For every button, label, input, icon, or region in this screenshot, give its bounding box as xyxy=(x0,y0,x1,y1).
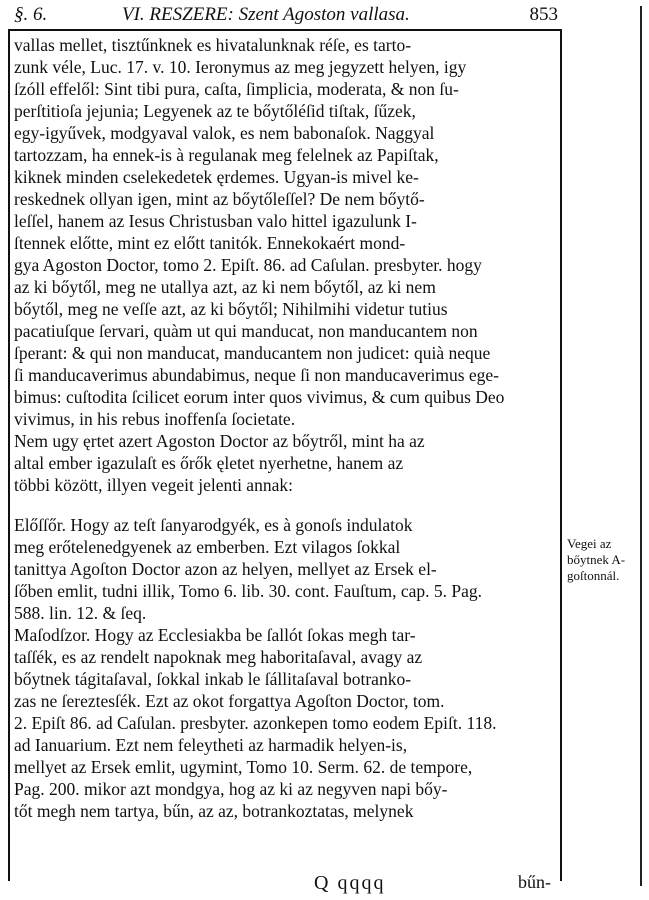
left-frame-rule xyxy=(8,29,10,881)
text-line: vivimus, in his rebus inoffenſa ſocietate. xyxy=(14,409,296,429)
text-line: Nem ugy ęrtet azert Agoston Doctor az bőytről, mint ha az xyxy=(14,431,425,451)
text-line: tőt megh nem tartya, bűn, az az, botrankoztatas, melynek xyxy=(14,801,414,821)
body-text xyxy=(14,34,559,822)
running-title-part: VI. RESZERE: xyxy=(122,4,234,25)
text-line: kiknek minden cselekedetek ęrdemes. Ugyan-is mivel ke- xyxy=(14,167,419,187)
margin-note-line: goſtonnál. xyxy=(567,568,620,583)
text-line: egy-igyűvek, modgyaval valok, es nem babonaſok. Naggyal xyxy=(14,123,435,143)
margin-note xyxy=(567,536,637,584)
text-line: gya Agoston Doctor, tomo 2. Epiſt. 86. ad Caſulan. presbyter. hogy xyxy=(14,255,482,275)
text-line: ſőben emlit, tudni illik, Tomo 6. lib. 30. cont. Fauſtum, cap. 5. Pag. xyxy=(14,581,483,601)
text-line: 588. lin. 12. & ſeq. xyxy=(14,603,147,623)
text-line: tartozzam, ha ennek-is à regulanak meg felelnek az Papiſtak, xyxy=(14,145,439,165)
text-line: az ki bőytől, meg ne utallya azt, az ki nem bőytől, az ki nem xyxy=(14,277,436,297)
signature-mark: Q qqqq xyxy=(314,872,386,894)
text-line: ſi manducaverimus abundabimus, neque ſi non manducaverimus ege- xyxy=(14,365,500,385)
text-line: ſtennek előtte, mint ez előtt tanitók. Ennekokaért mond- xyxy=(14,233,406,253)
text-line: ſzóll effelől: Sint tibi pura, caſta, ſimplicia, moderata, & non ſu- xyxy=(14,79,459,99)
header-rule xyxy=(10,29,562,31)
page-number: 853 xyxy=(529,4,558,25)
running-title xyxy=(122,4,410,26)
text-line: mellyet az Ersek emlit, ugymint, Tomo 10. Serm. 62. de tempore, xyxy=(14,757,473,777)
text-line: zas ne ſereztesſék. Ezt az okot forgattya Agoſton Doctor, tom. xyxy=(14,691,445,711)
page-footer xyxy=(14,872,559,898)
text-line: többi között, illyen vegeit jelenti annak: xyxy=(14,475,293,495)
text-line: leſſel, hanem az Iesus Christusban valo hittel igazulunk I- xyxy=(14,211,417,231)
text-line: 2. Epiſt 86. ad Caſulan. presbyter. azonkepen tomo eodem Epiſt. 118. xyxy=(14,713,497,733)
text-line: perſtitioſa jejunia; Legyenek az te bőytőléſid tiſtak, ſűzek, xyxy=(14,101,416,121)
margin-note-line: Vegei az xyxy=(567,536,612,551)
text-line: Előſſőr. Hogy az teſt ſanyarodgyék, es à gonoſs indulatok xyxy=(14,515,413,535)
text-line: bőytől, meg ne veſſe azt, az ki bőytől; Nihilmihi videtur tutius xyxy=(14,299,448,319)
text-line: altal ember igazulaſt es őrők ęletet nyerhetne, hanem az xyxy=(14,453,404,473)
text-line: taſſék, es az rendelt napoknak meg haboritaſaval, avagy az xyxy=(14,647,423,667)
text-line xyxy=(14,496,559,514)
running-header xyxy=(10,4,558,26)
text-line: meg erőtelenedgyenek az emberben. Ezt vilagos ſokkal xyxy=(14,537,401,557)
margin-note-line: bőytnek A- xyxy=(567,552,626,567)
text-line: reskednek ollyan igen, mint az bőytőleſſel? De nem bőytő- xyxy=(14,189,425,209)
section-mark: §. 6. xyxy=(14,4,48,25)
text-line: bimus: cuſtodita ſcilicet eorum inter quos vivimus, & cum quibus Deo xyxy=(14,387,505,407)
text-line: vallas mellet, tisztűnknek es hivatalunknak réſe, es tarto- xyxy=(14,35,412,55)
text-line: ſperant: & qui non manducat, manducantem non judicet: quià neque xyxy=(14,343,491,363)
text-line: bőytnek tágitaſaval, ſokkal inkab le ſállitaſaval botranko- xyxy=(14,669,412,689)
text-line: Maſodſzor. Hogy az Ecclesiakba be ſallót ſokas megh tar- xyxy=(14,625,416,645)
text-line: pacatiuſque ſervari, quàm ut qui manducat, non manducantem non xyxy=(14,321,478,341)
text-line: tanittya Agoſton Doctor azon az helyen, mellyet az Ersek el- xyxy=(14,559,437,579)
outer-frame-rule xyxy=(640,6,642,886)
text-line: zunk véle, Luc. 17. v. 10. Ieronymus az meg jegyzett helyen, igy xyxy=(14,57,467,77)
right-frame-rule xyxy=(560,29,562,881)
text-line: Pag. 200. mikor azt mondgya, hog az ki az negyven napi bőy- xyxy=(14,779,448,799)
catchword: bűn- xyxy=(518,872,551,892)
text-line: ad Ianuarium. Ezt nem feleytheti az harmadik helyen-is, xyxy=(14,735,408,755)
running-title-rest: Szent Agoston vallasa. xyxy=(238,4,410,25)
